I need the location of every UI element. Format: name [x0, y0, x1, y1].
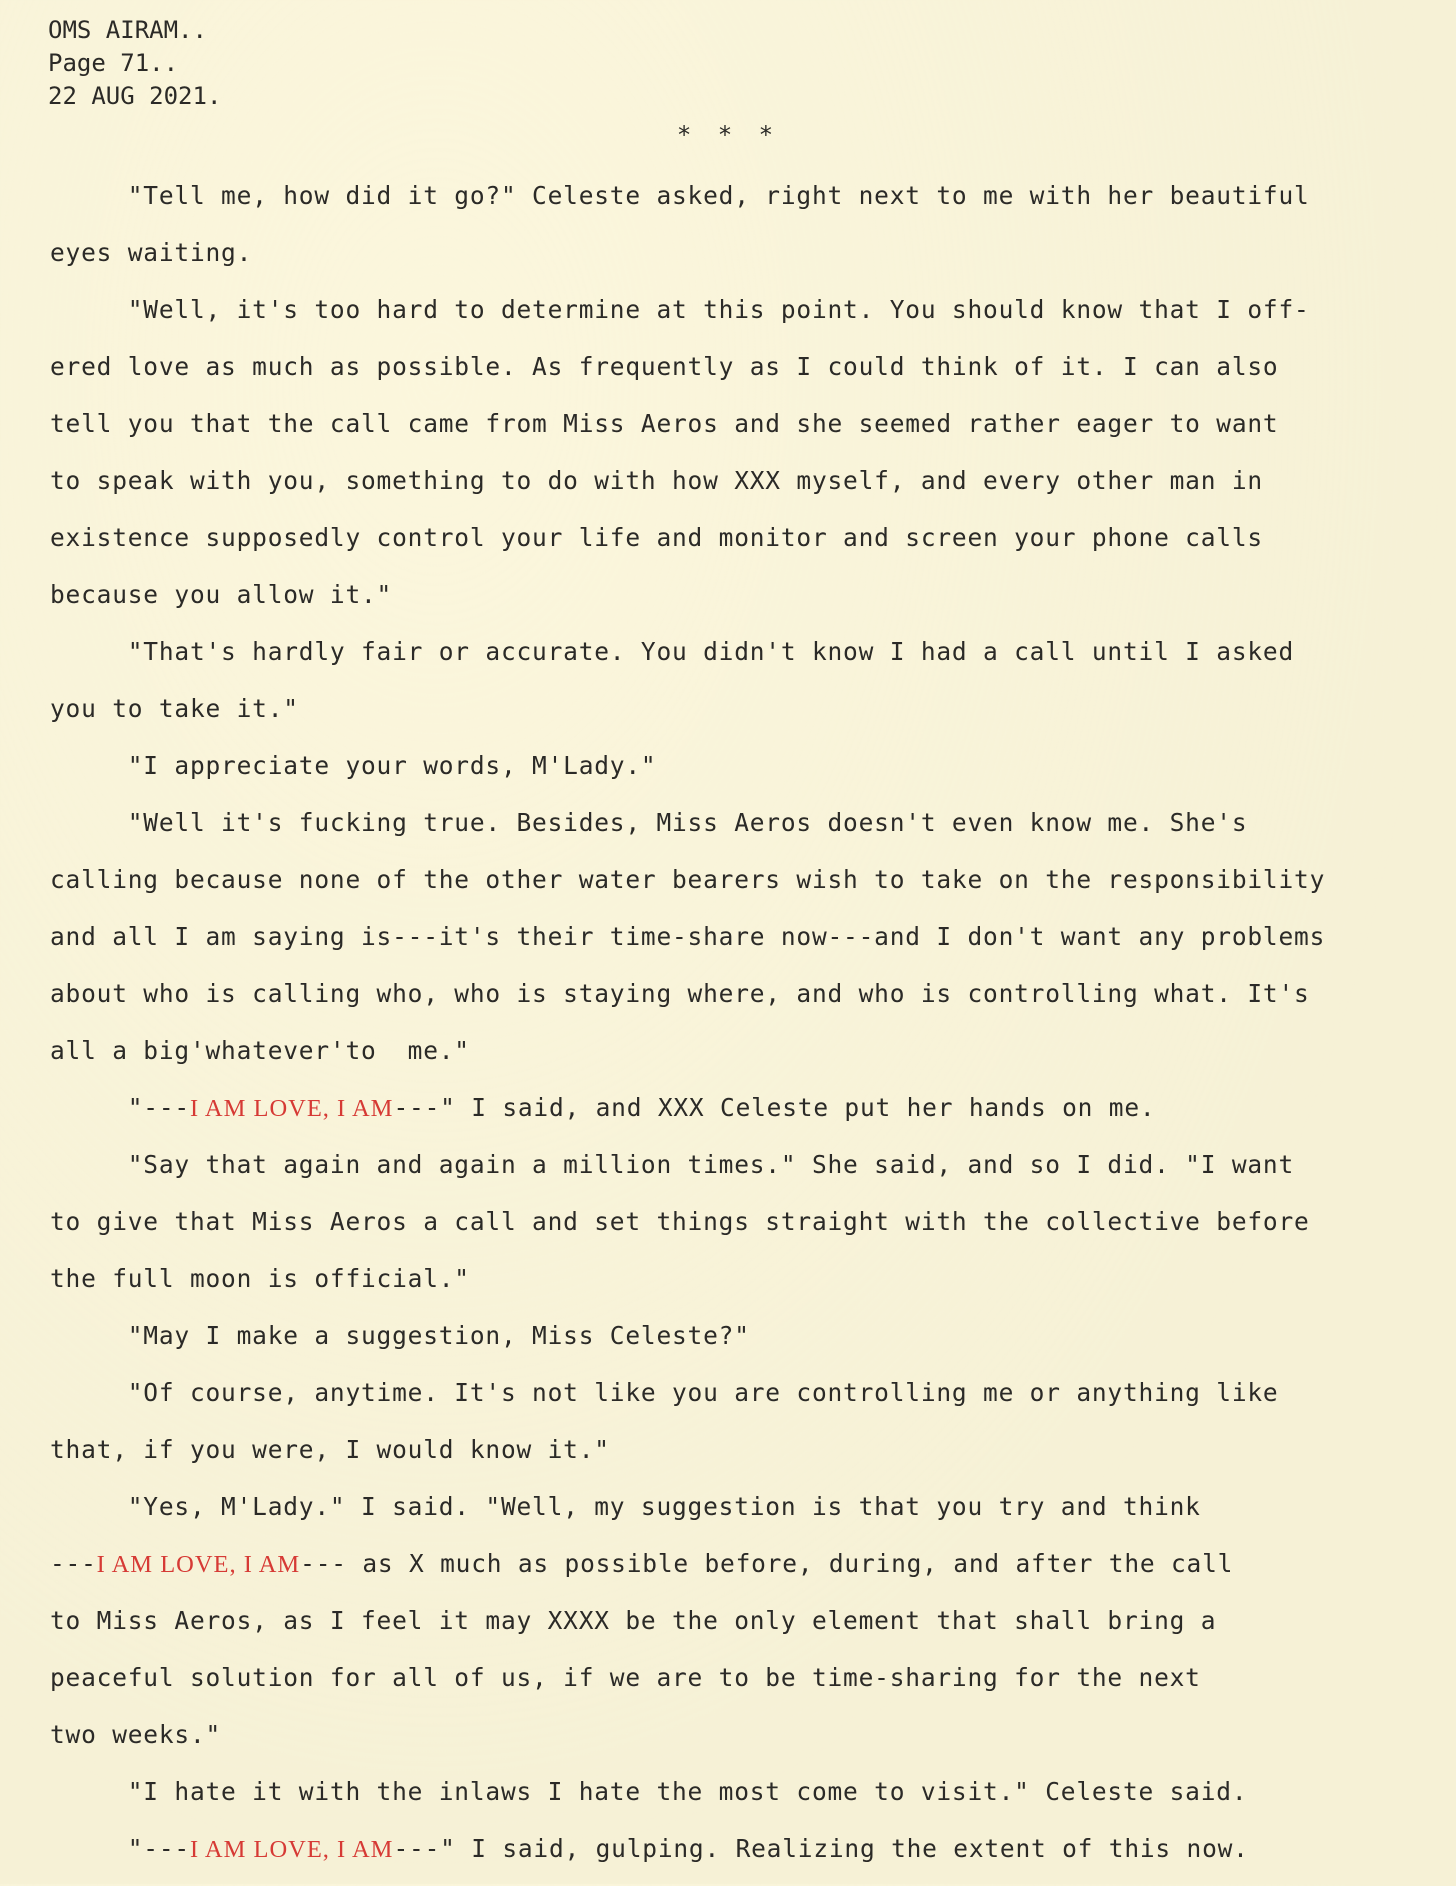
- line-text: ---" I said, gulping. Realizing the extent of this now.: [393, 1834, 1249, 1863]
- line-text: to speak with you, something to do with how XXX myself, and every other man in: [50, 466, 1263, 495]
- line-text: "---: [50, 1093, 190, 1122]
- line-text: all a big'whatever'to me.": [50, 1036, 470, 1065]
- line-text: "Well it's fucking true. Besides, Miss Aeros doesn't even know me. She's: [50, 808, 1248, 837]
- text-line: [50, 1772, 1450, 1829]
- line-text: two weeks.": [50, 1720, 222, 1749]
- line-text: and all I am saying is---it's their time-share now---and I don't want any problems: [50, 922, 1326, 951]
- text-line: [50, 1202, 1450, 1259]
- line-text: that, if you were, I would know it.": [50, 1435, 610, 1464]
- text-line: [50, 917, 1450, 974]
- line-text: "That's hardly fair or accurate. You didn't know I had a call until I asked: [50, 637, 1295, 666]
- line-text: to Miss Aeros, as I feel it may XXXX be the only element that shall bring a: [50, 1606, 1217, 1635]
- red-mantra-text: I AM LOVE, I AM: [189, 1836, 394, 1863]
- text-line: [50, 1487, 1450, 1544]
- text-line: [50, 1544, 1450, 1601]
- line-text: calling because none of the other water bearers wish to take on the responsibility: [50, 865, 1326, 894]
- line-text: the full moon is official.": [50, 1264, 470, 1293]
- line-text: about who is calling who, who is staying where, and who is controlling what. It's: [50, 979, 1310, 1008]
- line-text: "May I make a suggestion, Miss Celeste?": [50, 1321, 750, 1350]
- author-line: OMS AIRAM..: [48, 16, 207, 44]
- line-text: ---" I said, and XXX Celeste put her hands on me.: [393, 1093, 1156, 1122]
- text-line: [50, 1031, 1450, 1088]
- red-mantra-text: I AM LOVE, I AM: [189, 1095, 394, 1122]
- text-line: [50, 518, 1450, 575]
- line-text: peaceful solution for all of us, if we are to be time-sharing for the next: [50, 1663, 1201, 1692]
- text-line: [50, 176, 1450, 233]
- text-line: [50, 347, 1450, 404]
- text-line: [50, 689, 1450, 746]
- line-text: "I hate it with the inlaws I hate the most come to visit." Celeste said.: [50, 1777, 1248, 1806]
- text-line: [50, 1145, 1450, 1202]
- manuscript-body: [50, 176, 1450, 1886]
- text-line: [50, 746, 1450, 803]
- text-line: [50, 632, 1450, 689]
- line-text: ered love as much as possible. As frequently as I could think of it. I can also: [50, 352, 1279, 381]
- line-text: eyes waiting.: [50, 238, 253, 267]
- line-text: because you allow it.": [50, 580, 393, 609]
- line-text: "Well, it's too hard to determine at this point. You should know that I off-: [50, 295, 1310, 324]
- text-line: [50, 1316, 1450, 1373]
- text-line: [50, 1088, 1450, 1145]
- section-separator: * * *: [676, 121, 780, 149]
- text-line: [50, 1373, 1450, 1430]
- date-line: 22 AUG 2021.: [48, 82, 222, 110]
- line-text: "I appreciate your words, M'Lady.": [50, 751, 657, 780]
- line-text: ---: [50, 1549, 97, 1578]
- line-text: tell you that the call came from Miss Aeros and she seemed rather eager to want: [50, 409, 1279, 438]
- line-text: --- as X much as possible before, during, and after the call: [300, 1549, 1234, 1578]
- text-line: [50, 404, 1450, 461]
- text-line: [50, 461, 1450, 518]
- text-line: [50, 860, 1450, 917]
- line-text: "Say that again and again a million times." She said, and so I did. "I want: [50, 1150, 1295, 1179]
- line-text: existence supposedly control your life and monitor and screen your phone calls: [50, 523, 1263, 552]
- text-line: [50, 233, 1450, 290]
- text-line: [50, 1658, 1450, 1715]
- red-mantra-text: I AM LOVE, I AM: [96, 1551, 301, 1578]
- text-line: [50, 1829, 1450, 1886]
- line-text: you to take it.": [50, 694, 299, 723]
- line-text: "---: [50, 1834, 190, 1863]
- text-line: [50, 1715, 1450, 1772]
- text-line: [50, 1259, 1450, 1316]
- text-line: [50, 575, 1450, 632]
- text-line: [50, 974, 1450, 1031]
- text-line: [50, 1430, 1450, 1487]
- page-number: Page 71..: [48, 49, 179, 77]
- line-text: "Tell me, how did it go?" Celeste asked, right next to me with her beautiful: [50, 181, 1310, 210]
- page-header: [48, 14, 221, 113]
- text-line: [50, 290, 1450, 347]
- line-text: "Of course, anytime. It's not like you are controlling me or anything like: [50, 1378, 1279, 1407]
- text-line: [50, 1601, 1450, 1658]
- text-line: [50, 803, 1450, 860]
- line-text: "Yes, M'Lady." I said. "Well, my suggestion is that you try and think: [50, 1492, 1201, 1521]
- line-text: to give that Miss Aeros a call and set things straight with the collective before: [50, 1207, 1310, 1236]
